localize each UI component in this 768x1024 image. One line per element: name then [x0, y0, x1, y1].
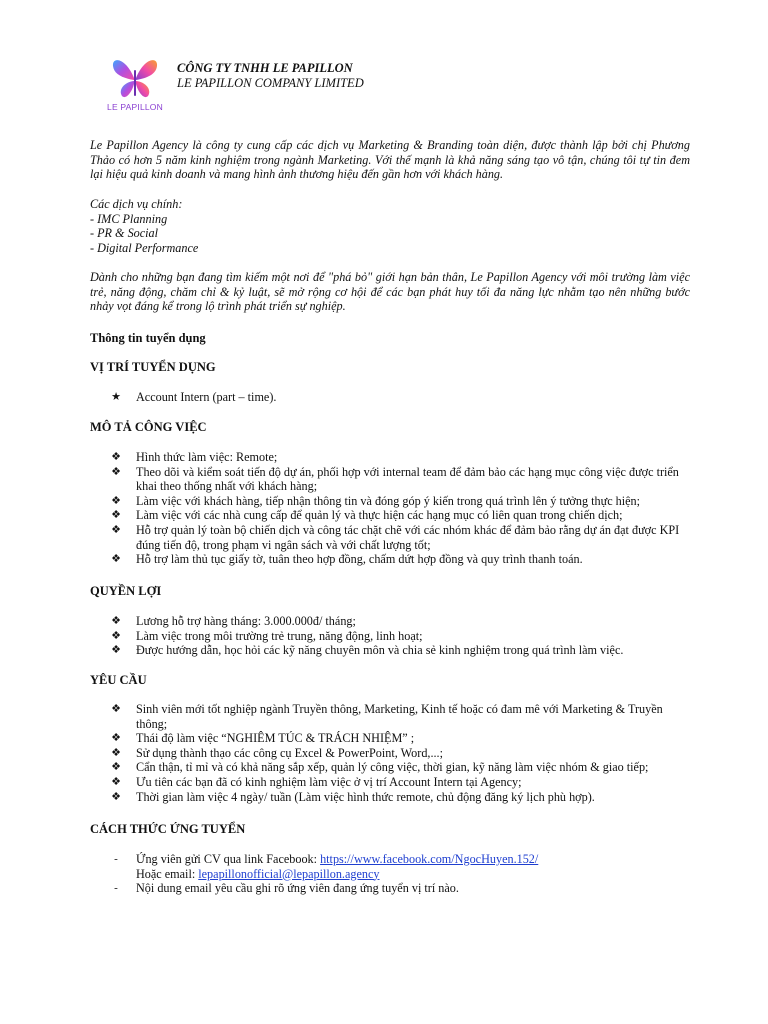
list-item-text: Account Intern (part – time). [136, 390, 277, 404]
list-item-text: Sử dụng thành thạo các công cụ Excel & PowerPoint, Word,...; [136, 745, 443, 760]
email-link[interactable]: lepapillonofficial@lepapillon.agency [198, 866, 380, 881]
service-item: - PR & Social [90, 226, 159, 241]
list-item-text: Thái độ làm việc “NGHIÊM TÚC & TRÁCH NHIỆM” ; [136, 731, 415, 746]
list-item-text: Được hướng dẫn, học hỏi các kỹ năng chuyên môn và chia sẻ kinh nghiệm trong quá trình làm việc. [136, 643, 624, 658]
benefits-list [108, 614, 693, 658]
position-heading: VỊ TRÍ TUYỂN DỤNG [90, 360, 216, 374]
service-item: - IMC Planning [90, 211, 168, 226]
intro-paragraph: Le Papillon Agency là công ty cung cấp các dịch vụ Marketing & Branding toàn diện, được thành lập bởi chị Phương Thảo có hơn 5 năm kinh nghiệm trong ngành Marketing. Với thế mạnh là khả năng sáng tạo vô tận, chúng tôi tự tin đem lại hiệu quả kinh doanh và mang hình ảnh thương hiệu đến gần hơn với khách hàng. [90, 138, 690, 182]
list-item-text: Theo dõi và kiểm soát tiến độ dự án, phối hợp với internal team để đảm bảo các hạng mục công việc được triển khai theo thống nhất với khách hàng; [136, 464, 679, 494]
list-item-text: Sinh viên mới tốt nghiệp ngành Truyền thông, Marketing, Kinh tế hoặc có đam mê với Marketing & Truyền thông; [136, 702, 663, 731]
diamond-bullet-icon: ❖ [111, 703, 121, 715]
list-item-text: Hỗ trợ làm thủ tục giấy tờ, tuân theo hợp đồng, chấm dứt hợp đồng và quy trình thanh toán. [136, 552, 583, 567]
diamond-bullet-icon: ❖ [111, 644, 121, 657]
diamond-bullet-icon: ❖ [111, 553, 121, 566]
diamond-bullet-icon: ❖ [111, 746, 121, 759]
diamond-bullet-icon: ❖ [111, 761, 121, 774]
diamond-bullet-icon: ❖ [111, 465, 121, 478]
list-item [108, 465, 693, 494]
list-item [108, 760, 693, 775]
star-icon: ★ [111, 391, 121, 403]
list-item [108, 629, 693, 644]
cv-text: Ứng viên gửi CV qua link Facebook: [136, 852, 321, 866]
position-list [108, 390, 693, 405]
list-item [108, 450, 693, 465]
description-heading: MÔ TẢ CÔNG VIỆC [90, 420, 207, 434]
company-name-en: LE PAPILLON COMPANY LIMITED [177, 76, 364, 90]
email-text: Hoặc email: [136, 866, 199, 881]
facebook-link[interactable]: https://www.facebook.com/NgocHuyen.152/ [320, 852, 539, 866]
list-item [108, 731, 693, 746]
services-title: Các dịch vụ chính: [90, 197, 183, 211]
list-item-text: Lương hỗ trợ hàng tháng: 3.000.000đ/ tháng; [136, 614, 356, 628]
list-item [108, 702, 693, 731]
cv-instruction [136, 852, 693, 867]
list-item [108, 746, 693, 761]
list-item [108, 852, 693, 881]
list-item-text: Ưu tiên các bạn đã có kinh nghiệm làm việc ở vị trí Account Intern tại Agency; [136, 774, 522, 789]
service-item: - Digital Performance [90, 240, 199, 255]
email-instruction [136, 867, 693, 882]
requirements-list [108, 702, 693, 804]
list-item [108, 494, 693, 509]
list-item [108, 552, 693, 567]
recruit-info-title: Thông tin tuyển dụng [90, 331, 206, 345]
dash-bullet: - [114, 853, 118, 865]
diamond-bullet-icon: ❖ [111, 523, 121, 536]
diamond-bullet-icon: ❖ [111, 732, 121, 745]
apply-list [108, 852, 693, 896]
list-item-text: Cẩn thận, tỉ mỉ và có khả năng sắp xếp, quản lý công việc, thời gian, kỹ năng làm việc nhóm & giao tiếp; [136, 760, 649, 775]
list-item-text: Hình thức làm việc: Remote; [136, 450, 278, 464]
company-name-block [177, 61, 364, 91]
list-item-text: Làm việc với khách hàng, tiếp nhận thông tin và đóng góp ý kiến trong quá trình lên ý tưởng thực hiện; [136, 493, 641, 508]
benefits-heading: QUYỀN LỢI [90, 584, 162, 598]
diamond-bullet-icon: ❖ [111, 509, 121, 522]
list-item-text: Thời gian làm việc 4 ngày/ tuần (Làm việc hình thức remote, chủ động đăng ký lịch phù hợp). [136, 789, 595, 804]
list-item-text: Hỗ trợ quản lý toàn bộ chiến dịch và công tác chặt chẽ với các nhóm khác để đảm bảo rằng dự án đạt được KPI đúng tiến độ, trong phạm vi ngân sách và với chất lượng tốt; [136, 522, 680, 552]
list-item [108, 508, 693, 523]
requirements-heading: YÊU CẦU [90, 673, 147, 687]
invite-paragraph: Dành cho những bạn đang tìm kiếm một nơi để "phá bỏ" giới hạn bản thân, Le Papillon Agency với môi trường làm việc trẻ, năng động, chăm chỉ & kỷ luật, sẽ mở rộng cơ hội để các bạn phát huy tối đa năng lực nhằm tạo nên những bước nhảy vọt đáng kể trong lộ trình phát triển sự nghiệp. [90, 270, 690, 314]
diamond-bullet-icon: ❖ [111, 790, 121, 803]
list-item [108, 643, 693, 658]
list-item [108, 775, 693, 790]
list-item [108, 790, 693, 805]
list-item [108, 881, 693, 896]
apply-heading: CÁCH THỨC ỨNG TUYỂN [90, 822, 246, 836]
company-name-vn: CÔNG TY TNHH LE PAPILLON [177, 61, 353, 75]
services-block [90, 197, 198, 255]
list-item [108, 523, 693, 552]
description-list [108, 450, 693, 567]
logo-text: LE PAPILLON [107, 102, 163, 112]
dash-bullet: - [114, 882, 118, 895]
list-item-text: Làm việc với các nhà cung cấp để quản lý và thực hiện các hạng mục có liên quan trong chiến dịch; [136, 508, 623, 523]
diamond-bullet-icon: ❖ [111, 629, 121, 642]
diamond-bullet-icon: ❖ [111, 494, 121, 507]
company-logo [104, 56, 166, 116]
list-item [108, 390, 693, 405]
list-item-text: Nội dung email yêu cầu ghi rõ ứng viên đang ứng tuyển vị trí nào. [136, 881, 459, 896]
diamond-bullet-icon: ❖ [111, 451, 121, 463]
list-item-text: Làm việc trong môi trường trẻ trung, năng động, linh hoạt; [136, 628, 423, 643]
list-item [108, 614, 693, 629]
diamond-bullet-icon: ❖ [111, 615, 121, 627]
butterfly-icon [108, 56, 162, 102]
diamond-bullet-icon: ❖ [111, 775, 121, 788]
